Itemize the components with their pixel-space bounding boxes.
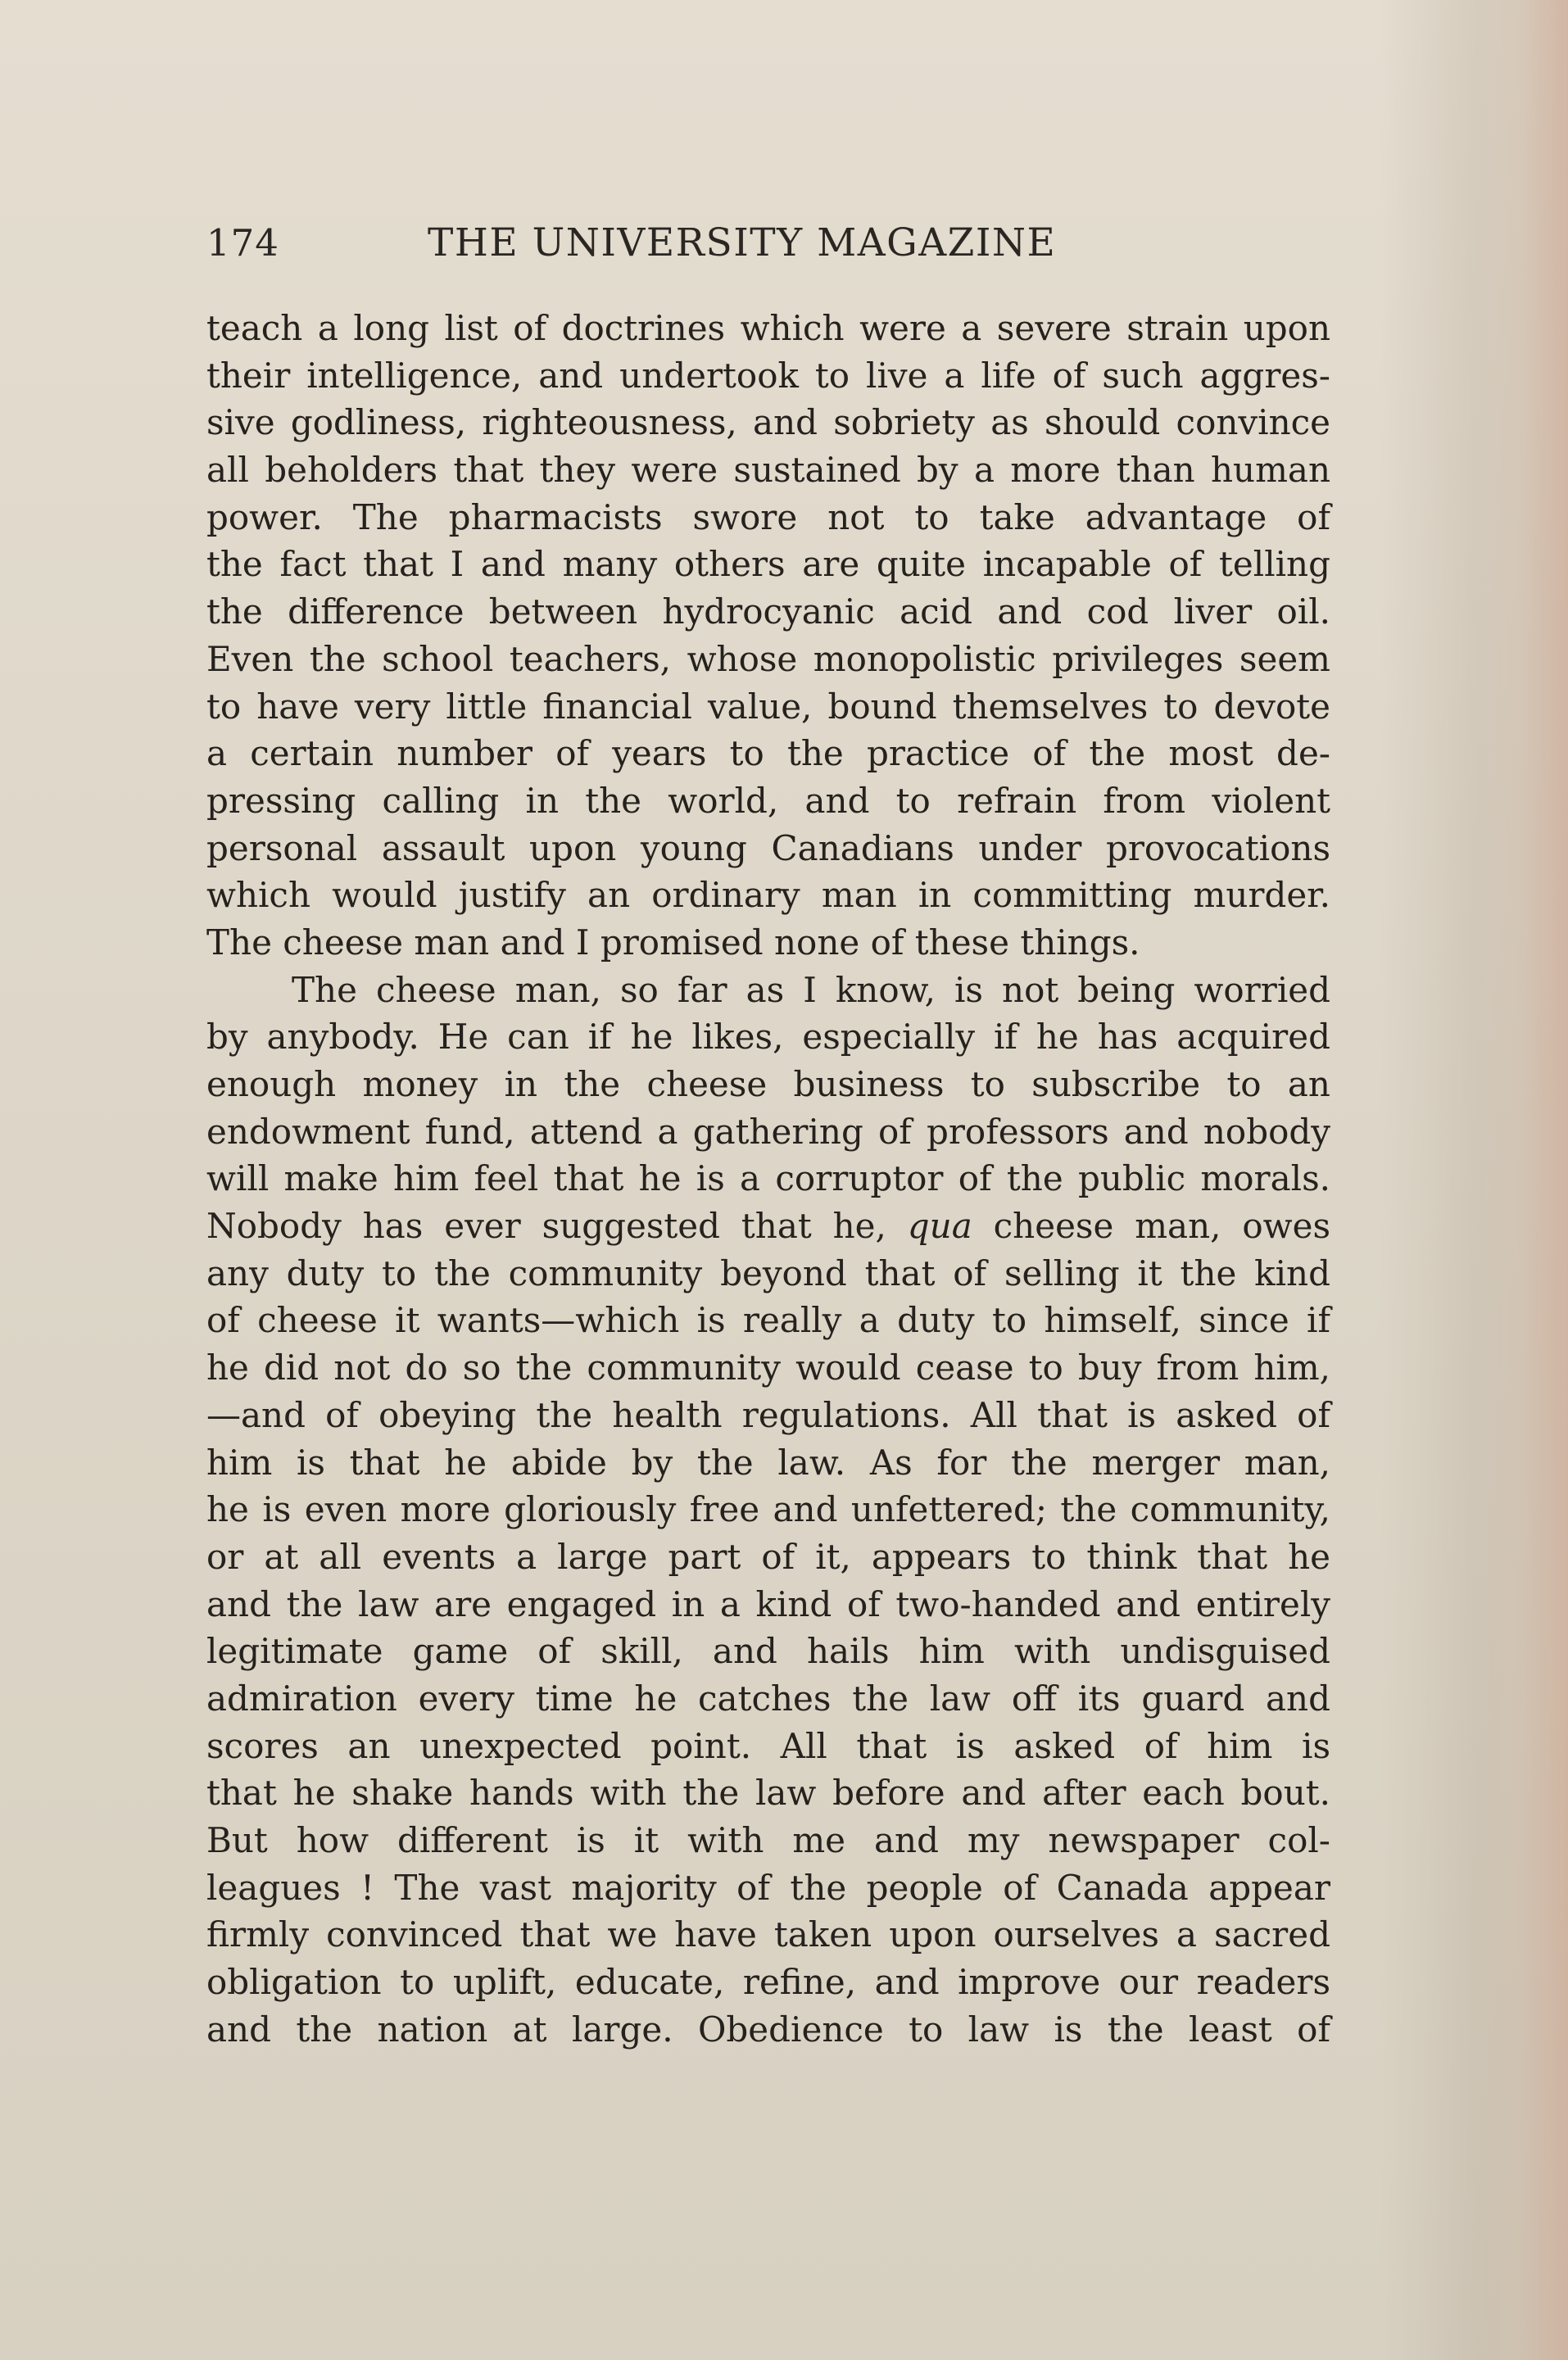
text-line: teach a long list of doctrines which were a severe strain upon <box>206 308 1330 348</box>
text-line: firmly convinced that we have taken upon ourselves a sacred <box>206 1914 1330 1955</box>
text-line: The cheese man, so far as I know, is not being worried <box>292 969 1330 1010</box>
body-text <box>206 305 1330 2053</box>
text-line: he did not do so the community would cease to buy from him, <box>206 1348 1330 1388</box>
text-line: The cheese man and I promised none of these things. <box>206 922 1140 963</box>
text-line: which would justify an ordinary man in committing murder. <box>206 875 1330 916</box>
text-line: sive godliness, righteousness, and sobriety as should convince <box>206 402 1330 443</box>
text-line: and the nation at large. Obedience to law is the least of <box>206 2009 1330 2050</box>
text-line: the difference between hydrocyanic acid and cod liver oil. <box>206 591 1330 632</box>
text-line: all beholders that they were sustained by a more than human <box>206 450 1330 491</box>
text-line: scores an unexpected point. All that is asked of him is <box>206 1725 1330 1766</box>
text-line: a certain number of years to the practice of the most de- <box>206 733 1330 774</box>
text-line: But how different is it with me and my newspaper col- <box>206 1820 1330 1860</box>
page-header <box>206 215 1330 272</box>
text-line: Nobody has ever suggested that he, qua cheese man, owes <box>206 1206 1330 1247</box>
text-line: —and of obeying the health regulations. All that is asked of <box>206 1394 1330 1435</box>
text-line: power. The pharmacists swore not to take advantage of <box>206 496 1330 537</box>
text-line: personal assault upon young Canadians under provocations <box>206 827 1330 868</box>
italic-word: qua <box>907 1206 972 1247</box>
text-line: their intelligence, and undertook to live a life of such aggres- <box>206 355 1330 396</box>
text-line: enough money in the cheese business to subscribe to an <box>206 1064 1330 1104</box>
text-line: legitimate game of skill, and hails him with undisguised <box>206 1631 1330 1672</box>
text-line: to have very little financial value, bound themselves to devote <box>206 686 1330 727</box>
text-line: or at all events a large part of it, appears to think that he <box>206 1536 1330 1577</box>
text-line: of cheese it wants—which is really a duty to himself, since if <box>206 1300 1330 1341</box>
text-line: Even the school teachers, whose monopolistic privileges seem <box>206 638 1330 679</box>
text-line: he is even more gloriously free and unfettered; the community, <box>206 1489 1330 1530</box>
text-line: leagues ! The vast majority of the people of Canada appear <box>206 1867 1330 1908</box>
text-line: obligation to uplift, educate, refine, and improve our readers <box>206 1962 1330 2003</box>
text-line: by anybody. He can if he likes, especially if he has acquired <box>206 1017 1330 1058</box>
text-line: him is that he abide by the law. As for the merger man, <box>206 1442 1330 1483</box>
text-line: admiration every time he catches the law off its guard and <box>206 1678 1330 1719</box>
text-line: endowment fund, attend a gathering of professors and nobody <box>206 1111 1330 1152</box>
text-line: the fact that I and many others are quite incapable of telling <box>206 544 1330 585</box>
text-line: any duty to the community beyond that of selling it the kind <box>206 1252 1330 1293</box>
text-line: pressing calling in the world, and to refrain from violent <box>206 780 1330 821</box>
running-head: THE UNIVERSITY MAGAZINE <box>428 220 1057 265</box>
text-line: that he shake hands with the law before and after each bout. <box>206 1773 1330 1814</box>
text-line: and the law are engaged in a kind of two-handed and entirely <box>206 1583 1330 1624</box>
text-line: will make him feel that he is a corruptor of the public morals. <box>206 1158 1330 1199</box>
page-number: 174 <box>206 221 279 265</box>
page-edge-shadow <box>1519 0 1568 2360</box>
